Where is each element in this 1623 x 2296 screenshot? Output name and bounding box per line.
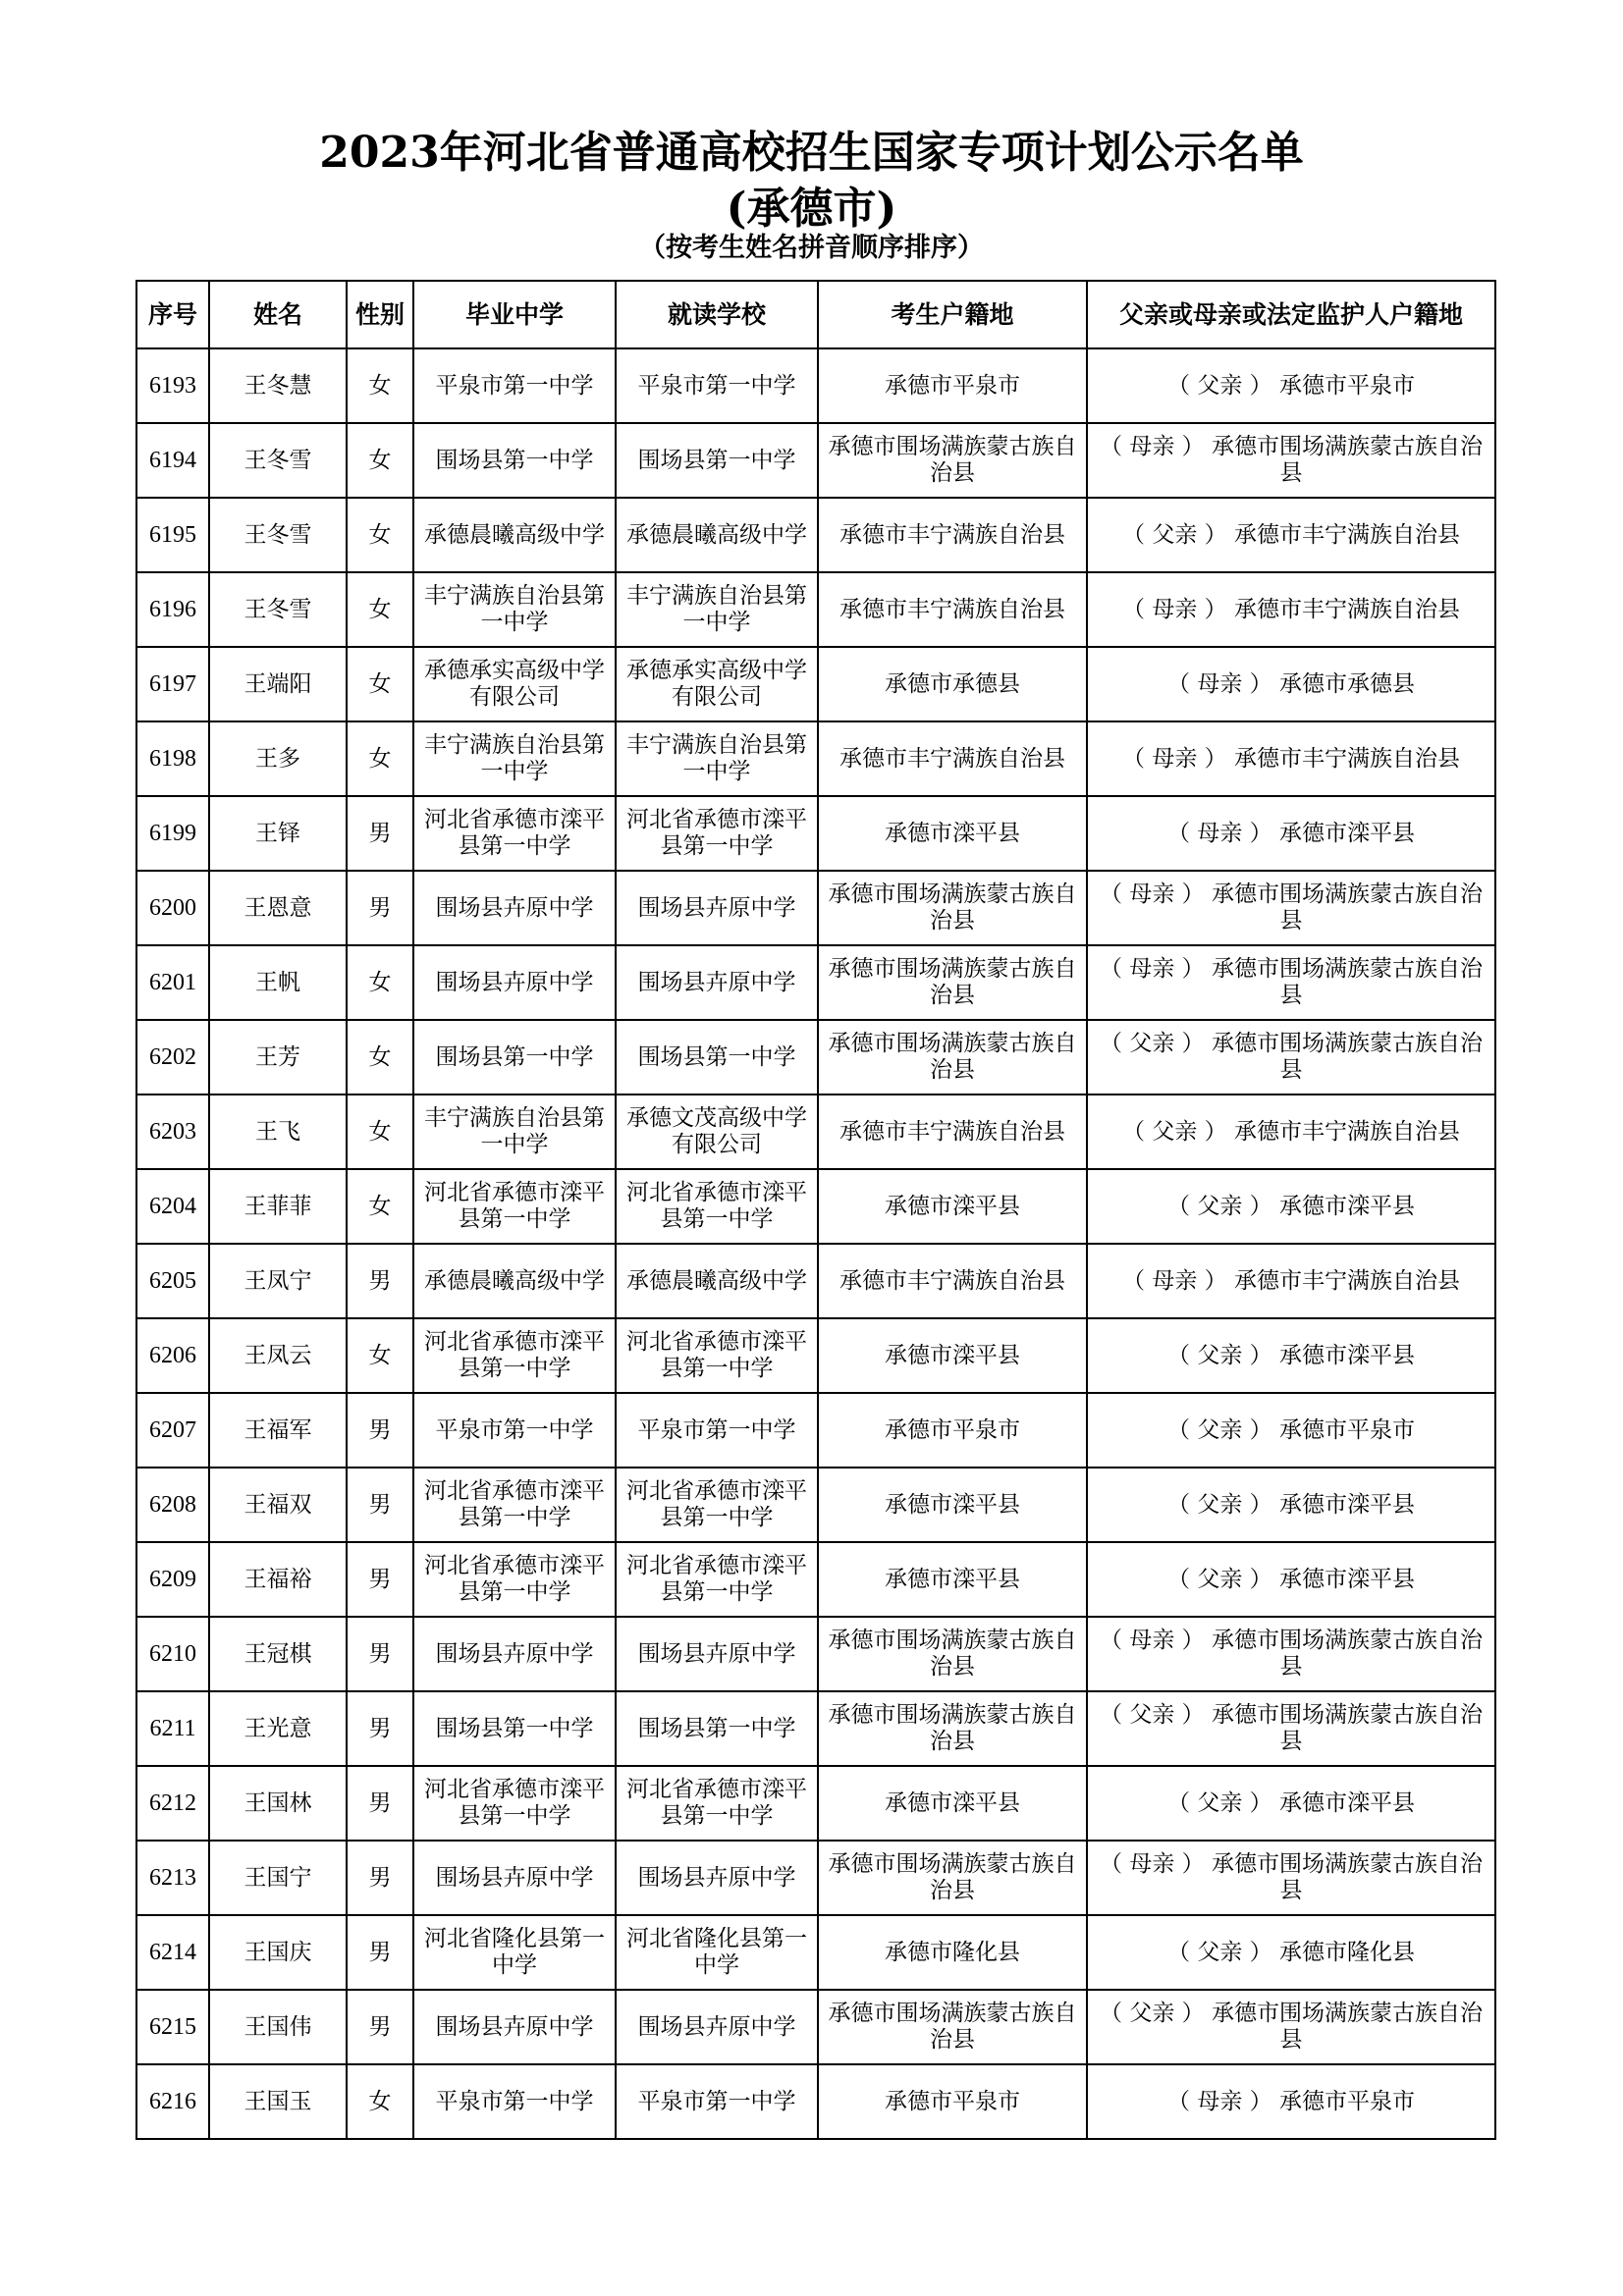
cell-student-residence: 承德市围场满族蒙古族自治县 bbox=[818, 1020, 1087, 1095]
cell-graduation-school: 围场县卉原中学 bbox=[413, 1617, 616, 1691]
cell-current-school: 平泉市第一中学 bbox=[616, 348, 818, 423]
cell-name: 王恩意 bbox=[209, 871, 347, 945]
cell-name: 王冠棋 bbox=[209, 1617, 347, 1691]
table-body bbox=[136, 348, 1495, 2139]
cell-serial: 6196 bbox=[136, 572, 209, 647]
cell-name: 王福双 bbox=[209, 1468, 347, 1542]
cell-name: 王冬雪 bbox=[209, 498, 347, 572]
cell-serial: 6205 bbox=[136, 1244, 209, 1318]
cell-current-school: 河北省承德市滦平县第一中学 bbox=[616, 1468, 818, 1542]
cell-student-residence: 承德市隆化县 bbox=[818, 1915, 1087, 1990]
header-guardian-residence: 父亲或母亲或法定监护人户籍地 bbox=[1087, 281, 1495, 348]
table-row bbox=[136, 1766, 1495, 1841]
table-row bbox=[136, 945, 1495, 1020]
cell-name: 王凤宁 bbox=[209, 1244, 347, 1318]
cell-name: 王菲菲 bbox=[209, 1169, 347, 1244]
cell-guardian-residence: （ 父亲 ） 承德市平泉市 bbox=[1087, 348, 1495, 423]
cell-gender: 男 bbox=[347, 1244, 413, 1318]
cell-student-residence: 承德市滦平县 bbox=[818, 1468, 1087, 1542]
cell-serial: 6200 bbox=[136, 871, 209, 945]
cell-graduation-school: 河北省承德市滦平县第一中学 bbox=[413, 1169, 616, 1244]
cell-guardian-residence: （ 父亲 ） 承德市丰宁满族自治县 bbox=[1087, 1095, 1495, 1169]
cell-student-residence: 承德市滦平县 bbox=[818, 1318, 1087, 1393]
cell-current-school: 围场县第一中学 bbox=[616, 423, 818, 498]
cell-student-residence: 承德市滦平县 bbox=[818, 1542, 1087, 1617]
table-row bbox=[136, 1318, 1495, 1393]
cell-name: 王国玉 bbox=[209, 2064, 347, 2139]
cell-graduation-school: 河北省隆化县第一中学 bbox=[413, 1915, 616, 1990]
cell-student-residence: 承德市丰宁满族自治县 bbox=[818, 498, 1087, 572]
cell-name: 王福军 bbox=[209, 1393, 347, 1468]
cell-gender: 男 bbox=[347, 1915, 413, 1990]
cell-guardian-residence: （ 母亲 ） 承德市丰宁满族自治县 bbox=[1087, 721, 1495, 796]
cell-serial: 6208 bbox=[136, 1468, 209, 1542]
cell-student-residence: 承德市平泉市 bbox=[818, 1393, 1087, 1468]
cell-serial: 6203 bbox=[136, 1095, 209, 1169]
cell-gender: 男 bbox=[347, 1766, 413, 1841]
cell-guardian-residence: （ 父亲 ） 承德市围场满族蒙古族自治县 bbox=[1087, 1020, 1495, 1095]
cell-student-residence: 承德市围场满族蒙古族自治县 bbox=[818, 1990, 1087, 2064]
cell-serial: 6212 bbox=[136, 1766, 209, 1841]
cell-current-school: 围场县卉原中学 bbox=[616, 1990, 818, 2064]
cell-gender: 女 bbox=[347, 1095, 413, 1169]
cell-current-school: 围场县卉原中学 bbox=[616, 871, 818, 945]
cell-gender: 男 bbox=[347, 871, 413, 945]
cell-student-residence: 承德市平泉市 bbox=[818, 348, 1087, 423]
cell-current-school: 河北省承德市滦平县第一中学 bbox=[616, 796, 818, 871]
cell-current-school: 承德晨曦高级中学 bbox=[616, 498, 818, 572]
cell-name: 王光意 bbox=[209, 1691, 347, 1766]
cell-gender: 男 bbox=[347, 1841, 413, 1915]
cell-name: 王国庆 bbox=[209, 1915, 347, 1990]
cell-current-school: 河北省承德市滦平县第一中学 bbox=[616, 1766, 818, 1841]
table-row bbox=[136, 796, 1495, 871]
cell-gender: 女 bbox=[347, 647, 413, 721]
cell-guardian-residence: （ 母亲 ） 承德市围场满族蒙古族自治县 bbox=[1087, 871, 1495, 945]
cell-graduation-school: 围场县卉原中学 bbox=[413, 1990, 616, 2064]
cell-graduation-school: 围场县第一中学 bbox=[413, 1691, 616, 1766]
header-current-school: 就读学校 bbox=[616, 281, 818, 348]
cell-gender: 女 bbox=[347, 348, 413, 423]
cell-student-residence: 承德市丰宁满族自治县 bbox=[818, 1244, 1087, 1318]
cell-graduation-school: 承德晨曦高级中学 bbox=[413, 1244, 616, 1318]
header-name: 姓名 bbox=[209, 281, 347, 348]
cell-gender: 女 bbox=[347, 1318, 413, 1393]
cell-gender: 女 bbox=[347, 945, 413, 1020]
cell-serial: 6201 bbox=[136, 945, 209, 1020]
cell-current-school: 丰宁满族自治县第一中学 bbox=[616, 572, 818, 647]
cell-name: 王国伟 bbox=[209, 1990, 347, 2064]
cell-guardian-residence: （ 母亲 ） 承德市围场满族蒙古族自治县 bbox=[1087, 1617, 1495, 1691]
table-row bbox=[136, 498, 1495, 572]
page-title: 2023年河北省普通高校招生国家专项计划公示名单 bbox=[319, 128, 1304, 178]
cell-guardian-residence: （ 父亲 ） 承德市滦平县 bbox=[1087, 1468, 1495, 1542]
table-row bbox=[136, 871, 1495, 945]
cell-guardian-residence: （ 父亲 ） 承德市丰宁满族自治县 bbox=[1087, 498, 1495, 572]
cell-serial: 6207 bbox=[136, 1393, 209, 1468]
cell-serial: 6194 bbox=[136, 423, 209, 498]
cell-current-school: 平泉市第一中学 bbox=[616, 1393, 818, 1468]
cell-serial: 6193 bbox=[136, 348, 209, 423]
cell-guardian-residence: （ 母亲 ） 承德市围场满族蒙古族自治县 bbox=[1087, 1841, 1495, 1915]
cell-name: 王凤云 bbox=[209, 1318, 347, 1393]
cell-gender: 女 bbox=[347, 1020, 413, 1095]
page-subtitle-city: (承德市) bbox=[726, 184, 897, 234]
cell-serial: 6198 bbox=[136, 721, 209, 796]
page-sort-note: （按考生姓名拼音顺序排序） bbox=[639, 233, 984, 263]
table-row bbox=[136, 572, 1495, 647]
cell-student-residence: 承德市滦平县 bbox=[818, 1766, 1087, 1841]
table-row bbox=[136, 1169, 1495, 1244]
cell-guardian-residence: （ 父亲 ） 承德市滦平县 bbox=[1087, 1318, 1495, 1393]
cell-graduation-school: 河北省承德市滦平县第一中学 bbox=[413, 1318, 616, 1393]
cell-guardian-residence: （ 父亲 ） 承德市围场满族蒙古族自治县 bbox=[1087, 1990, 1495, 2064]
cell-graduation-school: 平泉市第一中学 bbox=[413, 348, 616, 423]
cell-serial: 6209 bbox=[136, 1542, 209, 1617]
cell-student-residence: 承德市丰宁满族自治县 bbox=[818, 572, 1087, 647]
table-row bbox=[136, 1617, 1495, 1691]
cell-name: 王冬雪 bbox=[209, 423, 347, 498]
cell-graduation-school: 平泉市第一中学 bbox=[413, 1393, 616, 1468]
cell-serial: 6210 bbox=[136, 1617, 209, 1691]
cell-gender: 女 bbox=[347, 572, 413, 647]
cell-current-school: 平泉市第一中学 bbox=[616, 2064, 818, 2139]
header-student-residence: 考生户籍地 bbox=[818, 281, 1087, 348]
cell-student-residence: 承德市围场满族蒙古族自治县 bbox=[818, 423, 1087, 498]
cell-serial: 6211 bbox=[136, 1691, 209, 1766]
cell-gender: 男 bbox=[347, 1691, 413, 1766]
cell-current-school: 河北省承德市滦平县第一中学 bbox=[616, 1542, 818, 1617]
table-row bbox=[136, 2064, 1495, 2139]
cell-student-residence: 承德市围场满族蒙古族自治县 bbox=[818, 945, 1087, 1020]
cell-graduation-school: 承德承实高级中学有限公司 bbox=[413, 647, 616, 721]
cell-current-school: 承德文茂高级中学有限公司 bbox=[616, 1095, 818, 1169]
table-row bbox=[136, 1915, 1495, 1990]
header-graduation-school: 毕业中学 bbox=[413, 281, 616, 348]
cell-name: 王芳 bbox=[209, 1020, 347, 1095]
cell-name: 王冬慧 bbox=[209, 348, 347, 423]
cell-gender: 女 bbox=[347, 1169, 413, 1244]
cell-current-school: 围场县卉原中学 bbox=[616, 1617, 818, 1691]
table-row bbox=[136, 1244, 1495, 1318]
cell-current-school: 丰宁满族自治县第一中学 bbox=[616, 721, 818, 796]
cell-serial: 6199 bbox=[136, 796, 209, 871]
cell-gender: 男 bbox=[347, 1617, 413, 1691]
cell-current-school: 围场县第一中学 bbox=[616, 1691, 818, 1766]
cell-guardian-residence: （ 母亲 ） 承德市围场满族蒙古族自治县 bbox=[1087, 423, 1495, 498]
cell-current-school: 河北省隆化县第一中学 bbox=[616, 1915, 818, 1990]
cell-current-school: 承德承实高级中学有限公司 bbox=[616, 647, 818, 721]
table-row bbox=[136, 1468, 1495, 1542]
cell-graduation-school: 丰宁满族自治县第一中学 bbox=[413, 1095, 616, 1169]
table-row bbox=[136, 1095, 1495, 1169]
cell-graduation-school: 丰宁满族自治县第一中学 bbox=[413, 721, 616, 796]
cell-student-residence: 承德市围场满族蒙古族自治县 bbox=[818, 1691, 1087, 1766]
cell-name: 王飞 bbox=[209, 1095, 347, 1169]
roster-table bbox=[135, 280, 1496, 2140]
cell-name: 王端阳 bbox=[209, 647, 347, 721]
cell-gender: 男 bbox=[347, 796, 413, 871]
cell-student-residence: 承德市平泉市 bbox=[818, 2064, 1087, 2139]
cell-serial: 6202 bbox=[136, 1020, 209, 1095]
cell-graduation-school: 河北省承德市滦平县第一中学 bbox=[413, 1766, 616, 1841]
cell-graduation-school: 围场县第一中学 bbox=[413, 423, 616, 498]
cell-guardian-residence: （ 父亲 ） 承德市滦平县 bbox=[1087, 1542, 1495, 1617]
cell-gender: 女 bbox=[347, 721, 413, 796]
cell-student-residence: 承德市承德县 bbox=[818, 647, 1087, 721]
table-row bbox=[136, 348, 1495, 423]
cell-name: 王国林 bbox=[209, 1766, 347, 1841]
cell-serial: 6206 bbox=[136, 1318, 209, 1393]
cell-serial: 6213 bbox=[136, 1841, 209, 1915]
cell-gender: 女 bbox=[347, 423, 413, 498]
cell-student-residence: 承德市滦平县 bbox=[818, 1169, 1087, 1244]
cell-student-residence: 承德市围场满族蒙古族自治县 bbox=[818, 1617, 1087, 1691]
cell-current-school: 围场县卉原中学 bbox=[616, 1841, 818, 1915]
cell-graduation-school: 丰宁满族自治县第一中学 bbox=[413, 572, 616, 647]
cell-gender: 男 bbox=[347, 1542, 413, 1617]
table-row bbox=[136, 1020, 1495, 1095]
cell-gender: 男 bbox=[347, 1393, 413, 1468]
cell-current-school: 河北省承德市滦平县第一中学 bbox=[616, 1318, 818, 1393]
cell-serial: 6216 bbox=[136, 2064, 209, 2139]
cell-guardian-residence: （ 母亲 ） 承德市平泉市 bbox=[1087, 2064, 1495, 2139]
cell-graduation-school: 围场县卉原中学 bbox=[413, 945, 616, 1020]
cell-guardian-residence: （ 父亲 ） 承德市滦平县 bbox=[1087, 1766, 1495, 1841]
table-row bbox=[136, 1990, 1495, 2064]
header-serial: 序号 bbox=[136, 281, 209, 348]
cell-name: 王冬雪 bbox=[209, 572, 347, 647]
cell-gender: 女 bbox=[347, 498, 413, 572]
cell-graduation-school: 河北省承德市滦平县第一中学 bbox=[413, 1468, 616, 1542]
cell-guardian-residence: （ 母亲 ） 承德市承德县 bbox=[1087, 647, 1495, 721]
cell-gender: 男 bbox=[347, 1990, 413, 2064]
table-row bbox=[136, 647, 1495, 721]
cell-serial: 6195 bbox=[136, 498, 209, 572]
cell-student-residence: 承德市丰宁满族自治县 bbox=[818, 1095, 1087, 1169]
cell-guardian-residence: （ 父亲 ） 承德市滦平县 bbox=[1087, 1169, 1495, 1244]
cell-student-residence: 承德市围场满族蒙古族自治县 bbox=[818, 1841, 1087, 1915]
cell-graduation-school: 围场县卉原中学 bbox=[413, 1841, 616, 1915]
cell-guardian-residence: （ 父亲 ） 承德市隆化县 bbox=[1087, 1915, 1495, 1990]
table-row bbox=[136, 423, 1495, 498]
cell-serial: 6215 bbox=[136, 1990, 209, 2064]
table-row bbox=[136, 1841, 1495, 1915]
cell-current-school: 承德晨曦高级中学 bbox=[616, 1244, 818, 1318]
cell-current-school: 河北省承德市滦平县第一中学 bbox=[616, 1169, 818, 1244]
table-row bbox=[136, 1542, 1495, 1617]
cell-guardian-residence: （ 父亲 ） 承德市围场满族蒙古族自治县 bbox=[1087, 1691, 1495, 1766]
cell-serial: 6197 bbox=[136, 647, 209, 721]
cell-student-residence: 承德市围场满族蒙古族自治县 bbox=[818, 871, 1087, 945]
cell-graduation-school: 河北省承德市滦平县第一中学 bbox=[413, 1542, 616, 1617]
table-row bbox=[136, 1691, 1495, 1766]
cell-serial: 6204 bbox=[136, 1169, 209, 1244]
cell-guardian-residence: （ 母亲 ） 承德市围场满族蒙古族自治县 bbox=[1087, 945, 1495, 1020]
cell-graduation-school: 围场县第一中学 bbox=[413, 1020, 616, 1095]
cell-guardian-residence: （ 母亲 ） 承德市滦平县 bbox=[1087, 796, 1495, 871]
header-gender: 性别 bbox=[347, 281, 413, 348]
cell-graduation-school: 平泉市第一中学 bbox=[413, 2064, 616, 2139]
cell-name: 王铎 bbox=[209, 796, 347, 871]
cell-current-school: 围场县卉原中学 bbox=[616, 945, 818, 1020]
cell-student-residence: 承德市滦平县 bbox=[818, 796, 1087, 871]
cell-gender: 女 bbox=[347, 2064, 413, 2139]
cell-graduation-school: 河北省承德市滦平县第一中学 bbox=[413, 796, 616, 871]
cell-graduation-school: 承德晨曦高级中学 bbox=[413, 498, 616, 572]
cell-graduation-school: 围场县卉原中学 bbox=[413, 871, 616, 945]
cell-serial: 6214 bbox=[136, 1915, 209, 1990]
table-header-row bbox=[136, 281, 1495, 348]
table-row bbox=[136, 721, 1495, 796]
cell-student-residence: 承德市丰宁满族自治县 bbox=[818, 721, 1087, 796]
cell-gender: 男 bbox=[347, 1468, 413, 1542]
cell-guardian-residence: （ 父亲 ） 承德市平泉市 bbox=[1087, 1393, 1495, 1468]
cell-name: 王多 bbox=[209, 721, 347, 796]
cell-guardian-residence: （ 母亲 ） 承德市丰宁满族自治县 bbox=[1087, 1244, 1495, 1318]
cell-guardian-residence: （ 母亲 ） 承德市丰宁满族自治县 bbox=[1087, 572, 1495, 647]
table-row bbox=[136, 1393, 1495, 1468]
cell-name: 王国宁 bbox=[209, 1841, 347, 1915]
cell-name: 王帆 bbox=[209, 945, 347, 1020]
cell-current-school: 围场县第一中学 bbox=[616, 1020, 818, 1095]
cell-name: 王福裕 bbox=[209, 1542, 347, 1617]
